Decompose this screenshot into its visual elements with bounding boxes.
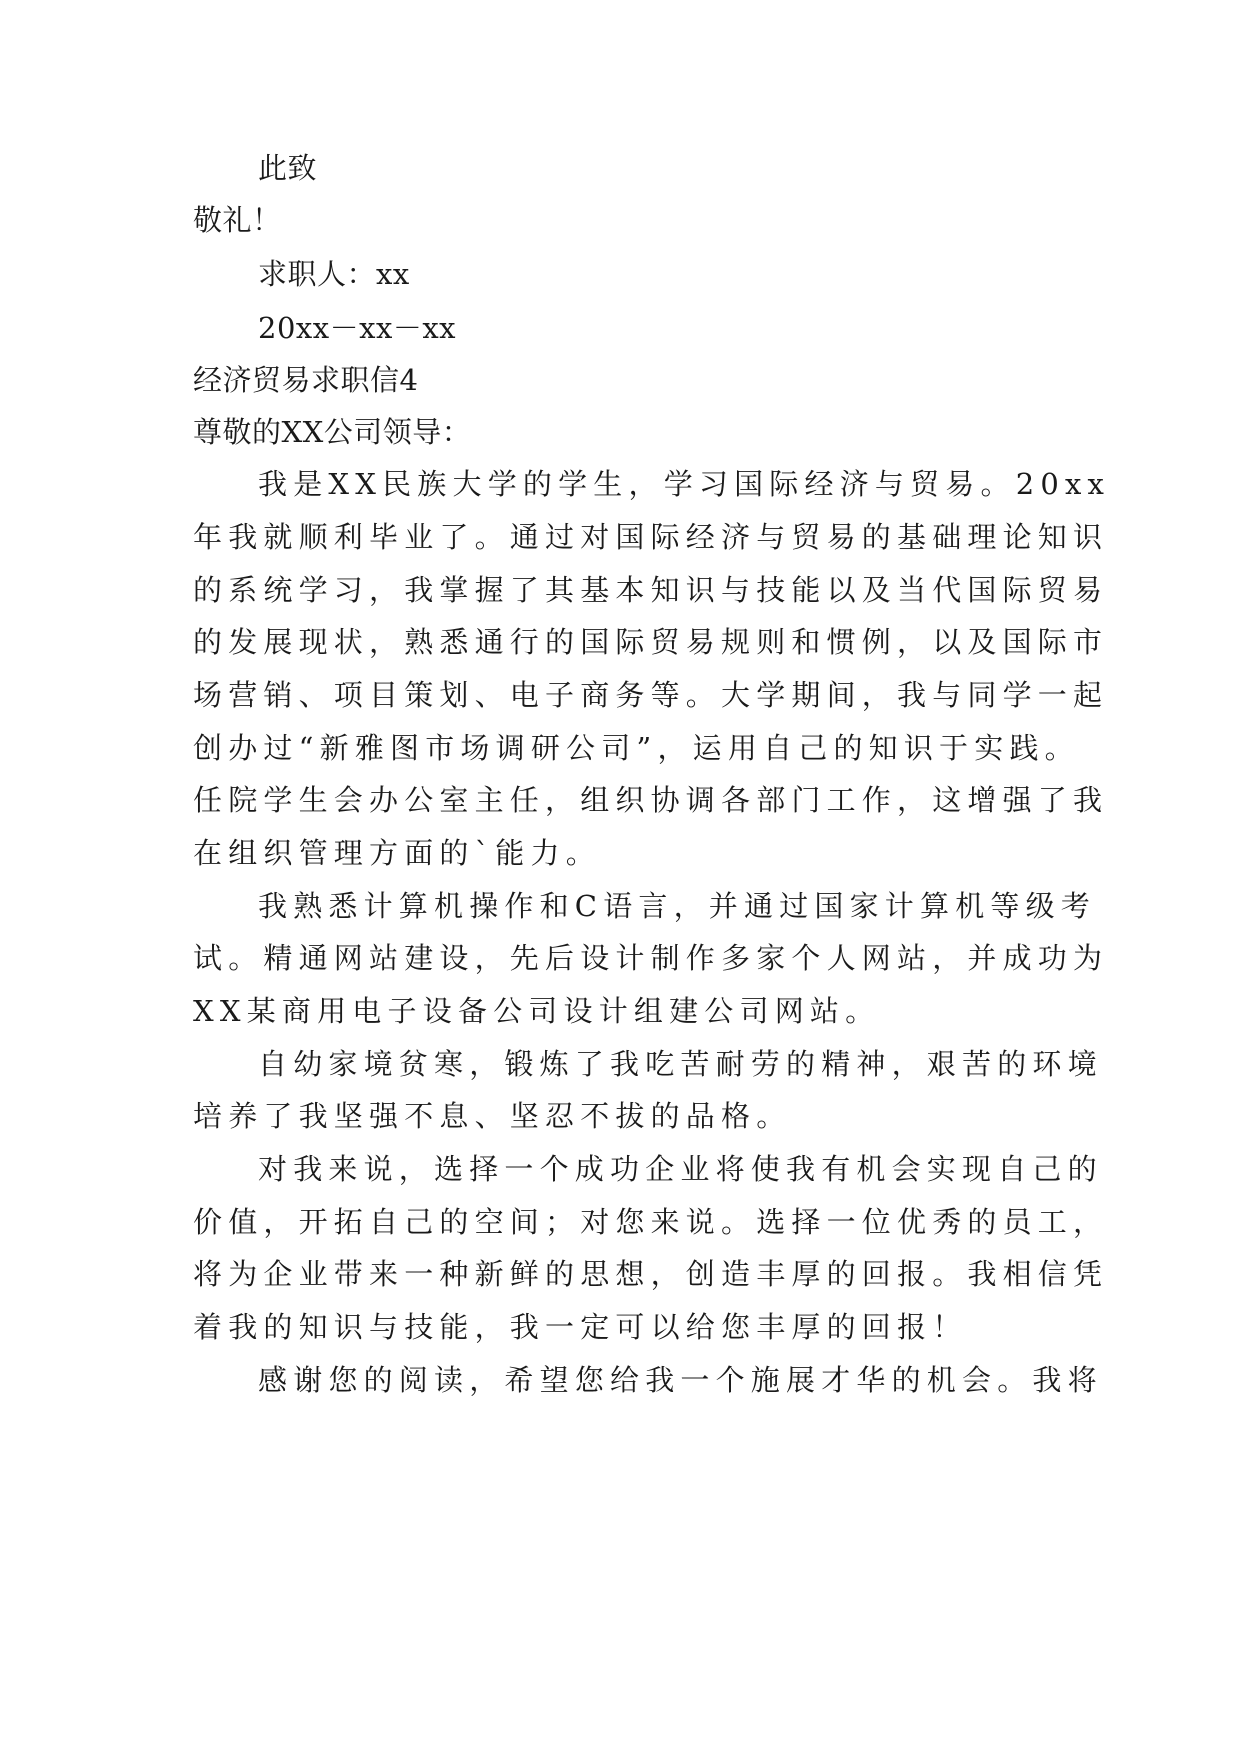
body-line: 自幼家境贫寒，锻炼了我吃苦耐劳的精神，艰苦的环境 xyxy=(258,1047,1103,1081)
body-line: XX某商用电子设备公司设计组建公司网站。 xyxy=(193,994,881,1028)
letter-title: 经济贸易求职信4 xyxy=(193,363,419,397)
body-line: 年我就顺利毕业了。通过对国际经济与贸易的基础理论知识 xyxy=(193,520,1109,554)
body-line: 在组织管理方面的`能力。 xyxy=(193,836,601,870)
body-line: 创办过“新雅图市场调研公司”，运用自己的知识于实践。 xyxy=(193,731,1080,765)
body-line: 对我来说，选择一个成功企业将使我有机会实现自己的 xyxy=(258,1152,1103,1186)
date-line: 20xx－xx－xx xyxy=(258,311,457,345)
body-line: 的系统学习，我掌握了其基本知识与技能以及当代国际贸易 xyxy=(193,573,1109,607)
closing-salutation: 此致 xyxy=(258,151,318,185)
body-line: 培养了我坚强不息、坚忍不拔的品格。 xyxy=(193,1099,792,1133)
body-line: 的发展现状，熟悉通行的国际贸易规则和惯例，以及国际市 xyxy=(193,625,1109,659)
closing-regards: 敬礼！ xyxy=(193,203,282,237)
body-line: 我熟悉计算机操作和C语言，并通过国家计算机等级考 xyxy=(258,889,1096,923)
body-line: 试。精通网站建设，先后设计制作多家个人网站，并成功为 xyxy=(193,941,1109,975)
body-line: 将为企业带来一种新鲜的思想，创造丰厚的回报。我相信凭 xyxy=(193,1257,1109,1291)
body-line: 感谢您的阅读，希望您给我一个施展才华的机会。我将 xyxy=(258,1363,1103,1397)
body-line: 着我的知识与技能，我一定可以给您丰厚的回报！ xyxy=(193,1310,968,1344)
letter-greeting: 尊敬的XX公司领导： xyxy=(193,415,472,449)
body-line: 价值，开拓自己的空间；对您来说。选择一位优秀的员工， xyxy=(193,1205,1109,1239)
signer-line: 求职人：xx xyxy=(258,257,410,291)
body-line: 任院学生会办公室主任，组织协调各部门工作，这增强了我 xyxy=(193,783,1109,817)
body-line: 我是XX民族大学的学生，学习国际经济与贸易。20xx xyxy=(258,467,1111,501)
body-line: 场营销、项目策划、电子商务等。大学期间，我与同学一起 xyxy=(193,678,1109,712)
